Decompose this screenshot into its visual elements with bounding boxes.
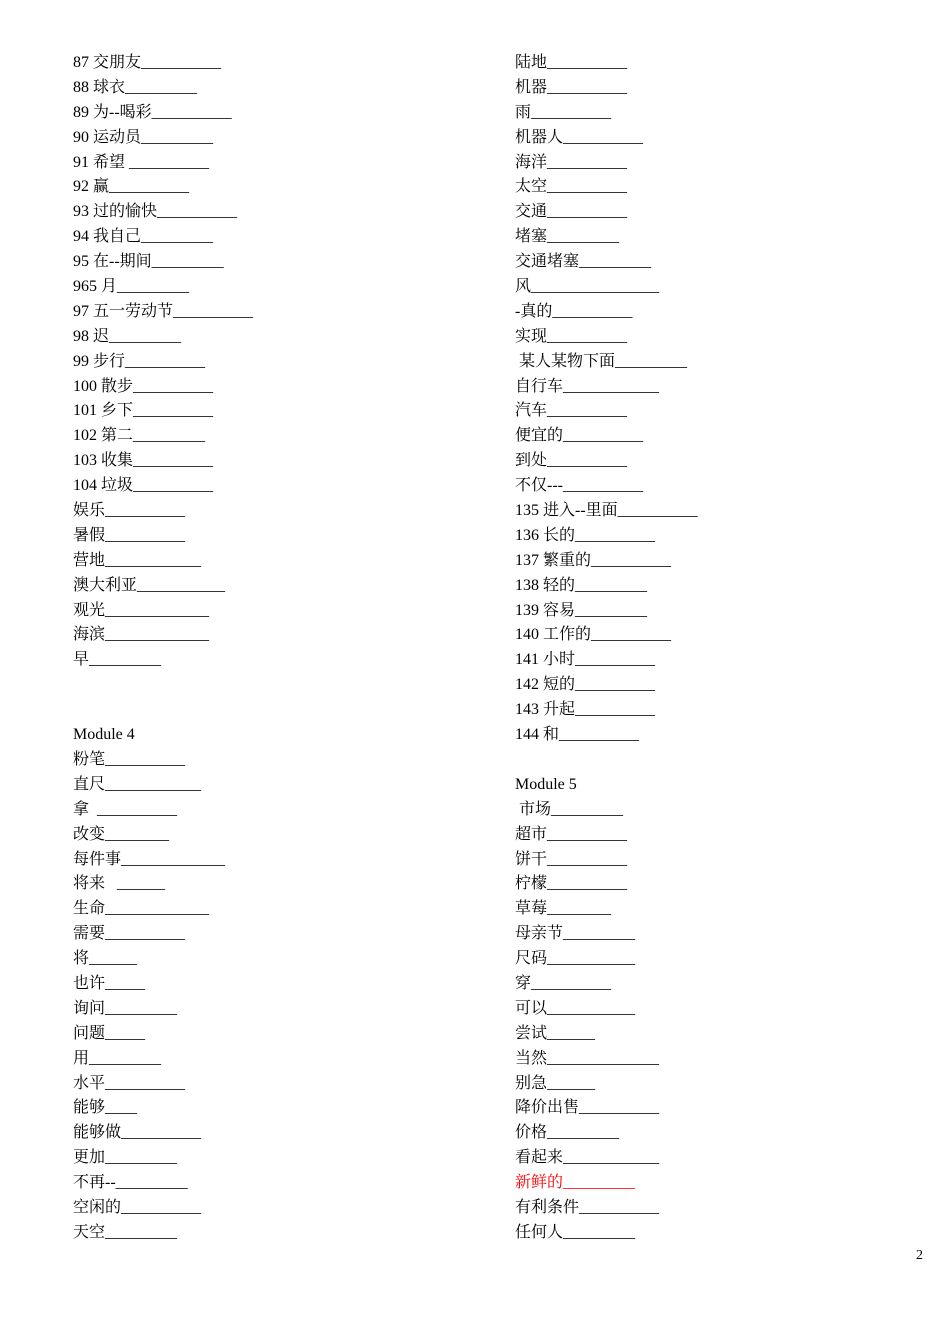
vocabulary-line: 机器__________ xyxy=(515,78,628,96)
vocabulary-line: 营地____________ xyxy=(73,551,202,569)
vocabulary-line: 90 运动员_________ xyxy=(73,128,214,146)
vocabulary-line: -真的__________ xyxy=(515,302,633,320)
blank-line xyxy=(515,748,915,773)
vocabulary-line: 降价出售__________ xyxy=(515,1099,660,1117)
module-heading: Module 5 xyxy=(515,775,577,793)
vocabulary-line: 88 球衣_________ xyxy=(73,78,198,96)
vocabulary-line: 不仅---__________ xyxy=(515,477,643,495)
vocabulary-line: 不再--_________ xyxy=(73,1174,188,1192)
vocabulary-line: 100 散步__________ xyxy=(73,377,214,395)
vocabulary-line: 137 繁重的__________ xyxy=(515,551,672,569)
vocabulary-line: 天空_________ xyxy=(73,1223,178,1241)
vocabulary-line: 海滨_____________ xyxy=(73,626,210,644)
vocabulary-line: 93 过的愉快__________ xyxy=(73,203,238,221)
vocabulary-line: 87 交朋友__________ xyxy=(73,54,222,71)
vocabulary-line: 水平__________ xyxy=(73,1074,186,1092)
vocabulary-line: 柠檬__________ xyxy=(515,875,628,893)
vocabulary-line: 99 步行__________ xyxy=(73,352,206,370)
vocabulary-line: 雨__________ xyxy=(515,103,612,121)
vocabulary-line: 91 希望 __________ xyxy=(73,153,210,171)
vocabulary-line: 改变________ xyxy=(73,825,170,843)
vocabulary-line: 交通__________ xyxy=(515,203,628,221)
module-heading: Module 4 xyxy=(73,726,135,744)
vocabulary-line: 问题_____ xyxy=(73,1024,146,1042)
vocabulary-line: 能够____ xyxy=(73,1099,138,1117)
vocabulary-line: 尺码___________ xyxy=(515,950,636,968)
vocabulary-line: 自行车____________ xyxy=(515,377,660,395)
vocabulary-line: 更加_________ xyxy=(73,1149,178,1167)
page-number: 2 xyxy=(916,1248,923,1263)
vocabulary-line: 136 长的__________ xyxy=(515,526,656,544)
vocabulary-line: 102 第二_________ xyxy=(73,427,206,445)
vocabulary-line: 95 在--期间_________ xyxy=(73,253,224,271)
vocabulary-line: 饼干__________ xyxy=(515,850,628,868)
vocabulary-line: 陆地__________ xyxy=(515,54,628,71)
vocabulary-line: 可以___________ xyxy=(515,999,636,1017)
vocabulary-line: 任何人_________ xyxy=(515,1223,636,1241)
vocabulary-line: 价格_________ xyxy=(515,1124,620,1142)
vocabulary-line: 103 收集__________ xyxy=(73,452,214,470)
blank-line xyxy=(73,698,473,723)
vocabulary-line: 生命_____________ xyxy=(73,900,210,918)
vocabulary-line: 别急______ xyxy=(515,1074,596,1092)
vocabulary-line: 粉笔__________ xyxy=(73,750,186,768)
vocabulary-line: 101 乡下__________ xyxy=(73,402,214,420)
left-vocabulary-column xyxy=(73,51,473,1246)
vocabulary-line: 便宜的__________ xyxy=(515,427,644,445)
vocabulary-line: 143 升起__________ xyxy=(515,701,656,719)
vocabulary-line: 观光_____________ xyxy=(73,601,210,619)
right-vocabulary-column xyxy=(515,51,915,1246)
vocabulary-line: 89 为--喝彩__________ xyxy=(73,103,232,121)
vocabulary-line: 需要__________ xyxy=(73,925,186,943)
vocabulary-line: 风________________ xyxy=(515,278,660,296)
vocabulary-line: 139 容易_________ xyxy=(515,601,648,619)
vocabulary-line: 新鲜的_________ xyxy=(515,1174,636,1192)
vocabulary-line: 空闲的__________ xyxy=(73,1198,202,1216)
vocabulary-line: 超市__________ xyxy=(515,825,628,843)
vocabulary-line: 早_________ xyxy=(73,651,162,669)
vocabulary-line: 94 我自己_________ xyxy=(73,228,214,246)
vocabulary-line: 135 进入--里面__________ xyxy=(515,502,698,520)
vocabulary-line: 草莓________ xyxy=(515,900,612,918)
vocabulary-line: 138 轻的_________ xyxy=(515,576,648,594)
vocabulary-line: 将______ xyxy=(73,950,138,968)
vocabulary-line: 尝试______ xyxy=(515,1024,596,1042)
vocabulary-line: 到处__________ xyxy=(515,452,628,470)
vocabulary-line: 144 和__________ xyxy=(515,726,640,744)
vocabulary-line: 有利条件__________ xyxy=(515,1198,660,1216)
vocabulary-line: 母亲节_________ xyxy=(515,925,636,943)
vocabulary-line: 某人某物下面_________ xyxy=(515,352,688,370)
vocabulary-line: 机器人__________ xyxy=(515,128,644,146)
vocabulary-line: 娱乐__________ xyxy=(73,502,186,520)
vocabulary-line: 直尺____________ xyxy=(73,775,202,793)
vocabulary-line: 太空__________ xyxy=(515,178,628,196)
vocabulary-line: 140 工作的__________ xyxy=(515,626,672,644)
vocabulary-line: 104 垃圾__________ xyxy=(73,477,214,495)
vocabulary-line: 交通堵塞_________ xyxy=(515,253,652,271)
vocabulary-line: 穿__________ xyxy=(515,974,612,992)
vocabulary-line: 拿 __________ xyxy=(73,800,178,818)
vocabulary-line: 98 迟_________ xyxy=(73,327,182,345)
vocabulary-line: 汽车__________ xyxy=(515,402,628,420)
vocabulary-line: 市场_________ xyxy=(515,800,624,818)
vocabulary-line: 海洋__________ xyxy=(515,153,628,171)
vocabulary-line: 询问_________ xyxy=(73,999,178,1017)
vocabulary-line: 141 小时__________ xyxy=(515,651,656,669)
vocabulary-line: 用_________ xyxy=(73,1049,162,1067)
vocabulary-line: 97 五一劳动节__________ xyxy=(73,302,254,320)
vocabulary-line: 能够做__________ xyxy=(73,1124,202,1142)
vocabulary-line: 当然______________ xyxy=(515,1049,660,1067)
vocabulary-line: 堵塞_________ xyxy=(515,228,620,246)
vocabulary-line: 澳大利亚___________ xyxy=(73,576,226,594)
vocabulary-line: 暑假__________ xyxy=(73,526,186,544)
vocabulary-line: 将来 ______ xyxy=(73,875,166,893)
vocabulary-line: 也许_____ xyxy=(73,974,146,992)
vocabulary-line: 965 月_________ xyxy=(73,278,190,296)
blank-line xyxy=(73,673,473,698)
vocabulary-line: 每件事_____________ xyxy=(73,850,226,868)
vocabulary-line: 实现__________ xyxy=(515,327,628,345)
vocabulary-line: 142 短的__________ xyxy=(515,676,656,694)
vocabulary-line: 看起来____________ xyxy=(515,1149,660,1167)
vocabulary-line: 92 赢__________ xyxy=(73,178,190,196)
